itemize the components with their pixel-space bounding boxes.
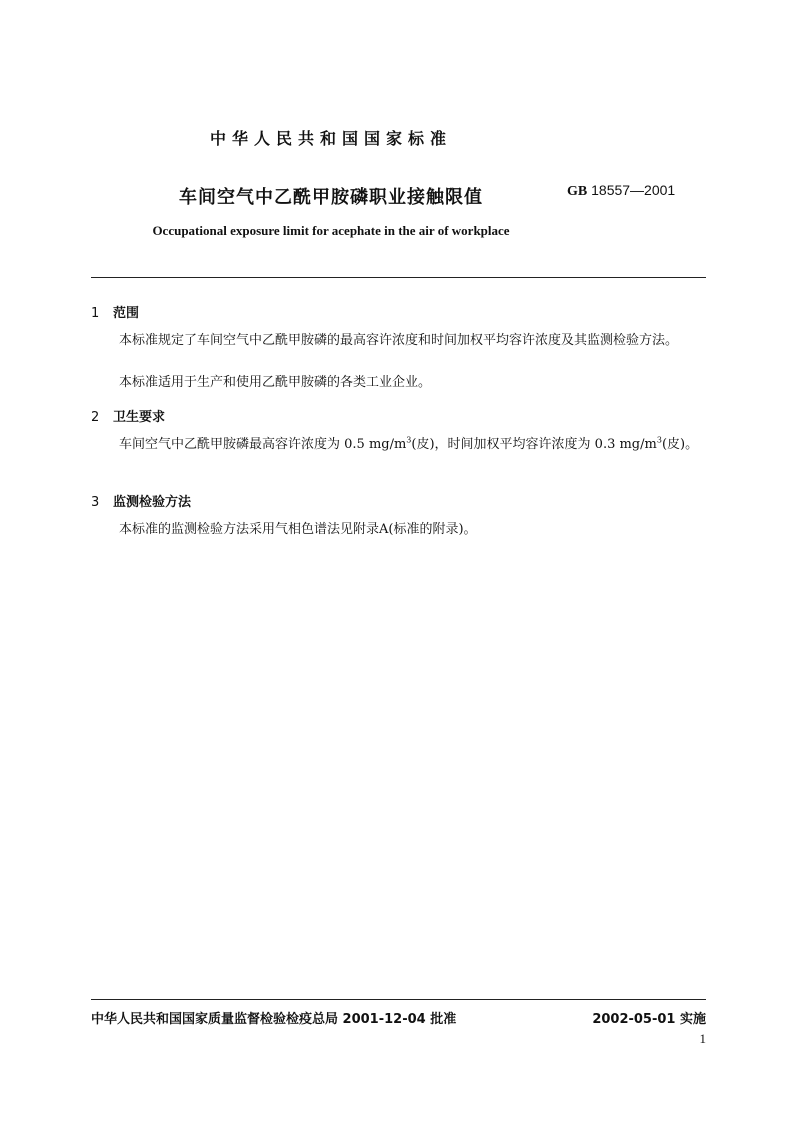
- section-1-paragraph-1-text: 本标准规定了车间空气中乙酰甲胺磷的最高容许浓度和时间加权平均容许浓度及其监测检验方法。: [119, 333, 679, 348]
- section-1-paragraph-2-text: 本标准适用于生产和使用乙酰甲胺磷的各类工业企业。: [119, 375, 432, 390]
- footer-divider: [91, 999, 706, 1000]
- national-standard-header: 中华人民共和国国家标准: [209, 129, 452, 148]
- section-1-number: 1: [91, 306, 100, 321]
- section-1-title: 范围: [113, 306, 140, 321]
- section-2-superscript-2: 3: [656, 435, 662, 445]
- section-3-paragraph-1: [91, 517, 706, 542]
- section-1-paragraph-1: [91, 328, 706, 353]
- header-divider: [91, 277, 706, 278]
- section-2-text-part-3: (皮)。: [661, 437, 699, 452]
- standard-code-number: 18557—2001: [591, 182, 676, 198]
- section-1-heading: [91, 302, 139, 321]
- section-2-heading: [91, 406, 165, 425]
- standard-code: [567, 182, 675, 200]
- page-number: 1: [699, 1031, 706, 1046]
- section-3-number: 3: [91, 495, 100, 510]
- document-title: 车间空气中乙酰甲胺磷职业接触限值: [179, 187, 483, 208]
- section-2-superscript-1: 3: [406, 435, 412, 445]
- section-2-title: 卫生要求: [113, 410, 166, 425]
- section-3-heading: [91, 491, 191, 510]
- section-1-paragraph-2: [91, 370, 706, 395]
- footer-issuer: 中华人民共和国国家质量监督检验检疫总局 2001-12-04 批准: [91, 1012, 457, 1027]
- section-3-paragraph-1-text: 本标准的监测检验方法采用气相色谱法见附录A(标准的附录)。: [119, 522, 477, 537]
- english-title: Occupational exposure limit for acephate in the air of workplace: [152, 223, 510, 238]
- section-2-text-part-2: (皮)，时间加权平均容许浓度为 0.3 mg/m: [411, 437, 657, 452]
- section-2-paragraph-1: [91, 432, 706, 457]
- footer-effective-date: 2002-05-01 实施: [592, 1012, 706, 1027]
- section-3-title: 监测检验方法: [113, 495, 192, 510]
- standard-code-prefix: GB: [567, 184, 588, 199]
- section-2-number: 2: [91, 410, 100, 425]
- section-2-text-part-1: 车间空气中乙酰甲胺磷最高容许浓度为 0.5 mg/m: [119, 437, 407, 452]
